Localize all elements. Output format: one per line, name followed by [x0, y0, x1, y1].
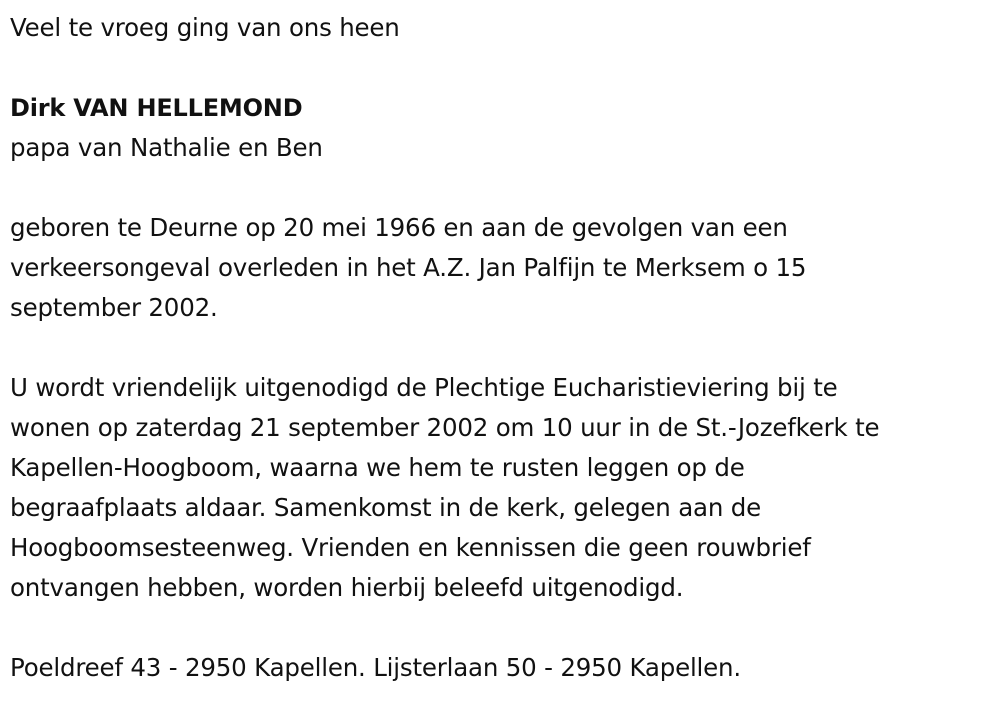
paragraph-line: U wordt vriendelijk uitgenodigd de Plechtige Eucharistieviering bij te: [10, 373, 838, 402]
spacer: [10, 168, 985, 208]
paragraph-line: september 2002.: [10, 293, 218, 322]
deceased-name: Dirk VAN HELLEMOND: [10, 94, 303, 122]
spacer: [10, 48, 985, 88]
invitation-paragraph: [10, 368, 985, 608]
relation-line: papa van Nathalie en Ben: [10, 133, 323, 162]
paragraph-line: wonen op zaterdag 21 september 2002 om 10 uur in de St.-Jozefkerk te: [10, 413, 880, 442]
obituary-notice: [10, 8, 985, 688]
spacer: [10, 328, 985, 368]
paragraph-line: Kapellen-Hoogboom, waarna we hem te rusten leggen op de: [10, 453, 745, 482]
paragraph-line: begraafplaats aldaar. Samenkomst in de kerk, gelegen aan de: [10, 493, 761, 522]
spacer: [10, 608, 985, 648]
paragraph-line: verkeersongeval overleden in het A.Z. Jan Palfijn te Merksem o 15: [10, 253, 807, 282]
paragraph-line: geboren te Deurne op 20 mei 1966 en aan de gevolgen van een: [10, 213, 788, 242]
birth-death-paragraph: [10, 208, 985, 328]
addresses-line: Poeldreef 43 - 2950 Kapellen. Lijsterlaan 50 - 2950 Kapellen.: [10, 653, 741, 682]
paragraph-line: Hoogboomsesteenweg. Vrienden en kennissen die geen rouwbrief: [10, 533, 811, 562]
intro-line: Veel te vroeg ging van ons heen: [10, 13, 400, 42]
paragraph-line: ontvangen hebben, worden hierbij beleefd uitgenodigd.: [10, 573, 684, 602]
